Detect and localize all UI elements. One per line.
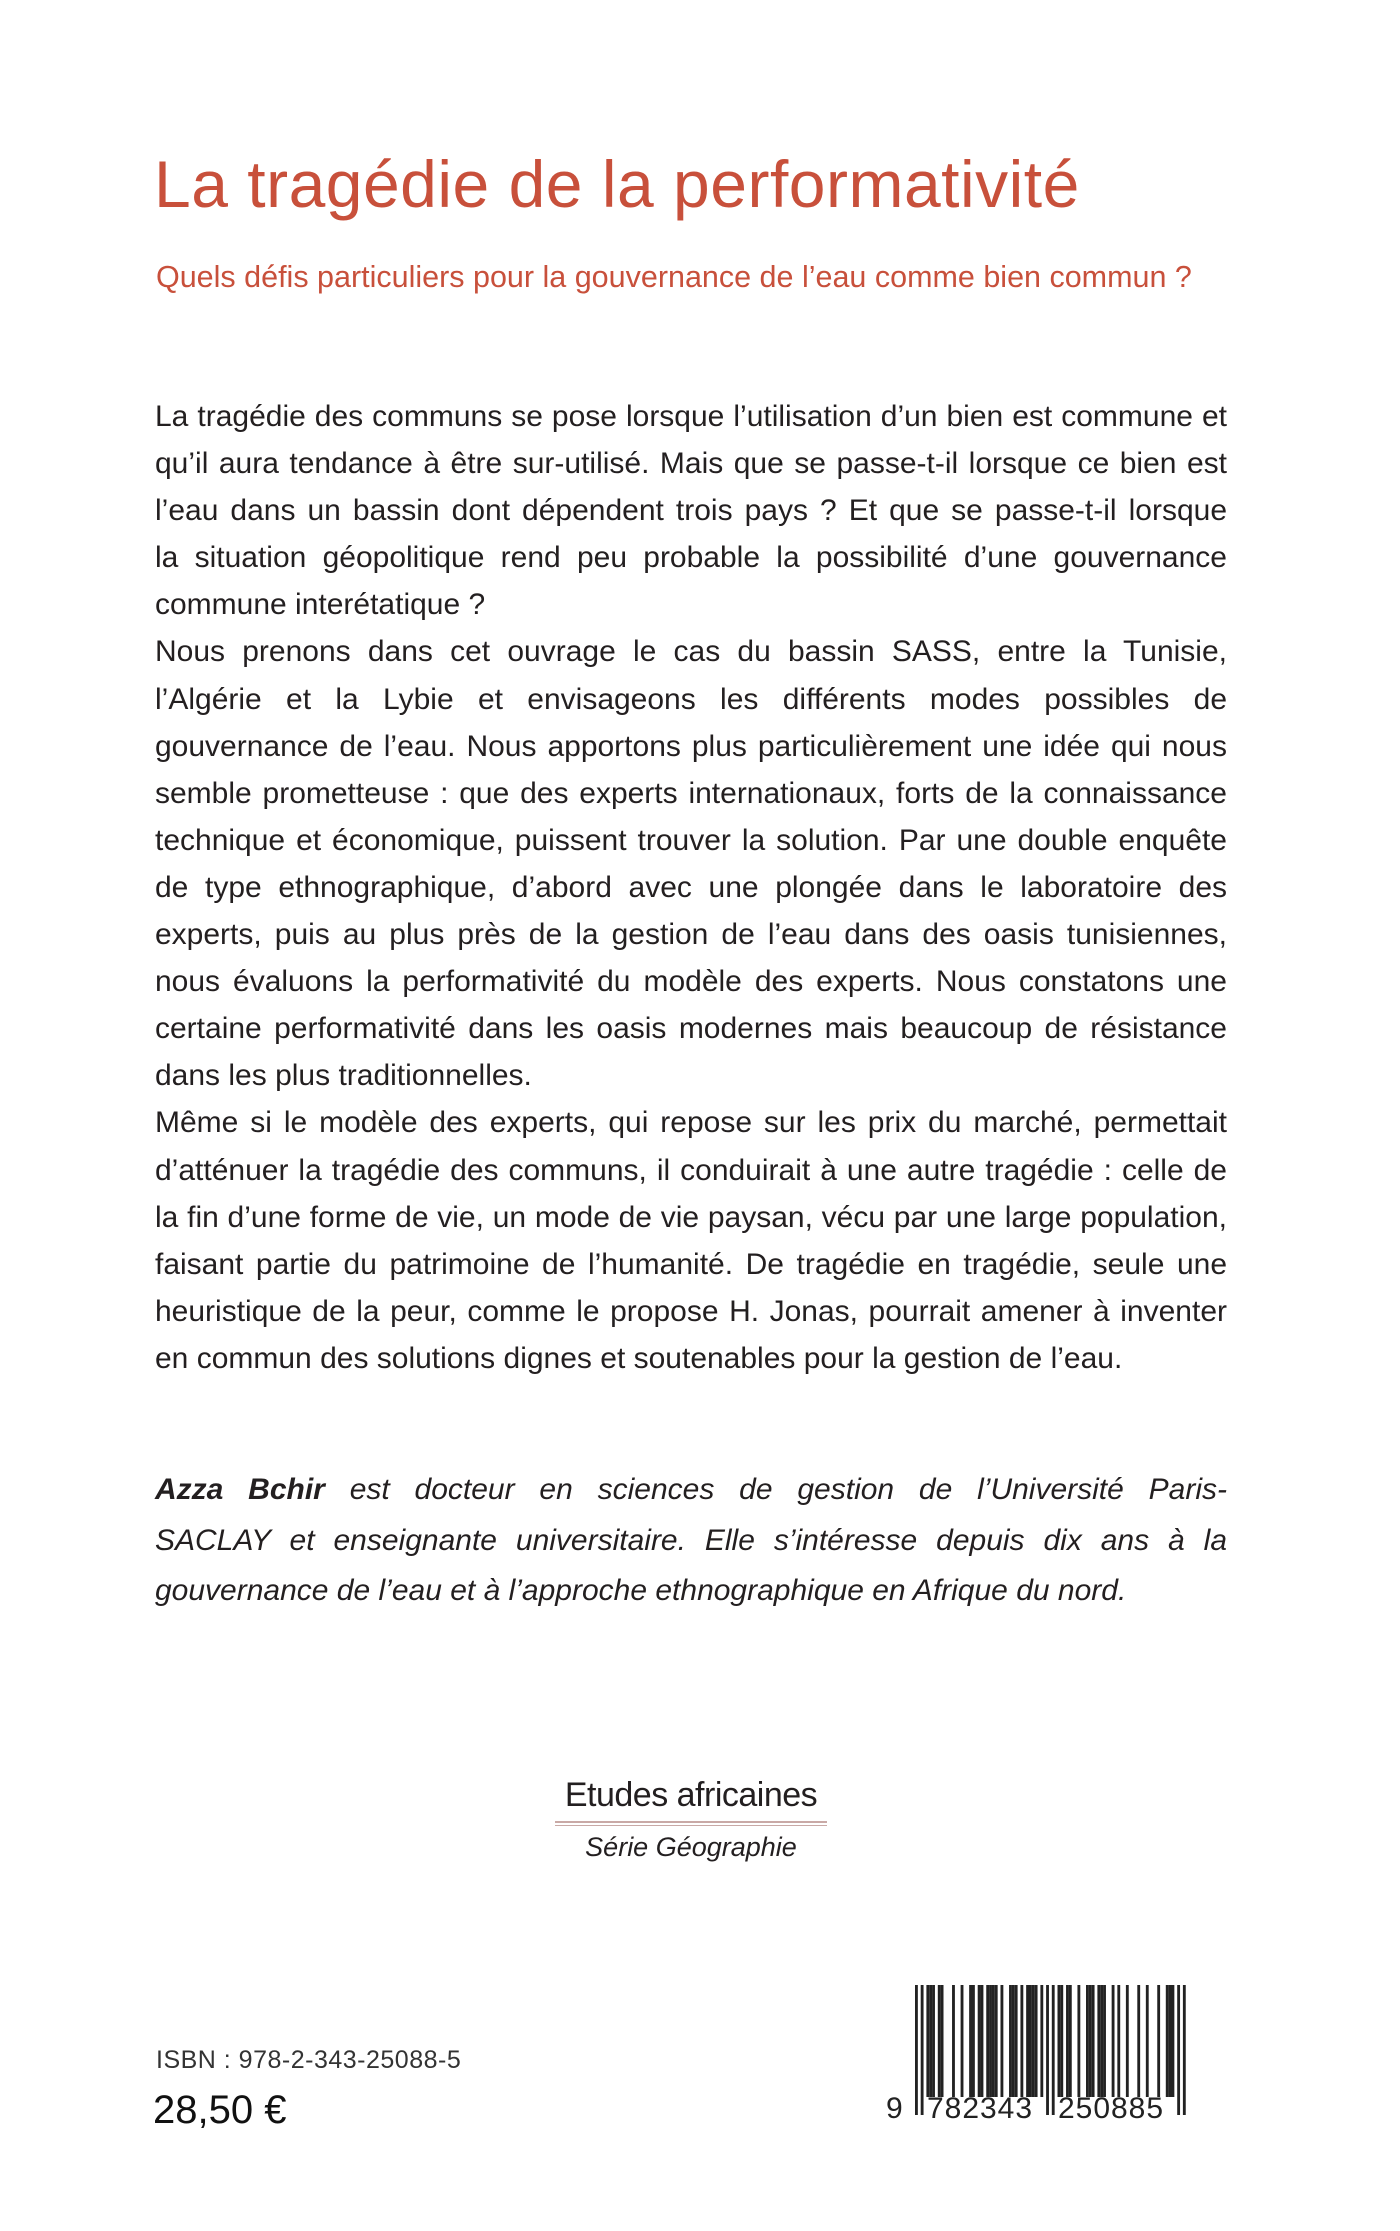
price: 28,50 € <box>153 2088 287 2132</box>
barcode-bar <box>932 1985 935 2097</box>
author-name: Azza Bchir <box>155 1473 325 1506</box>
barcode-bar <box>1040 1985 1043 2097</box>
series-subtitle: Série Géographie <box>585 1832 797 1862</box>
summary-line-text: semble prometteuse : que des experts internationaux, forts de la connaissance <box>155 776 1227 810</box>
barcode-bar <box>1169 1985 1172 2097</box>
barcode-bar <box>1026 1985 1029 2097</box>
barcode-bar <box>1157 1985 1160 2097</box>
barcode-bar <box>969 1985 972 2097</box>
barcode-bar <box>929 1985 932 2097</box>
summary-line <box>155 1241 1227 1288</box>
summary-line-text: la situation géopolitique rend peu probable la possibilité d’une gouvernance <box>155 541 1227 575</box>
summary-line-text: La tragédie des communs se pose lorsque l’utilisation d’un bien est commune et <box>155 400 1227 433</box>
barcode-first-digit: 9 <box>886 2092 903 2125</box>
summary-line-text: Même si le modèle des experts, qui repose sur les prix du marché, permettait <box>155 1106 1227 1140</box>
summary-line-text: technique et économique, puissent trouver la solution. Par une double enquête <box>155 823 1227 857</box>
barcode-bar <box>986 1985 989 2097</box>
barcode-bar <box>1146 1985 1149 2097</box>
barcode <box>880 1985 1220 2125</box>
barcode-left-digits: 782343 <box>927 2092 1032 2125</box>
barcode-bar <box>1137 1985 1140 2097</box>
barcode-bar <box>961 1985 964 2097</box>
summary-line <box>155 487 1227 534</box>
barcode-bar <box>1086 1985 1089 2097</box>
summary-line <box>155 1052 1227 1099</box>
barcode-bar <box>989 1985 992 2097</box>
summary-line-text: faisant partie du patrimoine de l’humanité. De tragédie en tragédie, seule une <box>155 1247 1227 1281</box>
back-cover-summary <box>155 393 1227 1382</box>
barcode-right-digits: 250885 <box>1058 2092 1163 2125</box>
summary-line-text: experts, puis au plus près de la gestion de l’eau dans des oasis tunisiennes, <box>155 918 1227 952</box>
barcode-bar <box>921 1985 924 2115</box>
barcode-bar <box>926 1985 929 2097</box>
summary-line <box>155 817 1227 864</box>
summary-line-text: de type ethnographique, d’abord avec une plongée dans le laboratoire des <box>155 870 1227 904</box>
barcode-bar <box>938 1985 941 2097</box>
barcode-bar <box>941 1985 944 2097</box>
summary-line-text: dans les plus traditionnelles. <box>155 1059 532 1093</box>
barcode-bar <box>1112 1985 1115 2097</box>
barcode-bar <box>1069 1985 1072 2097</box>
book-title: La tragédie de la performativité <box>154 147 1080 221</box>
summary-line <box>155 581 1227 628</box>
summary-line-text: qu’il aura tendance à être sur-utilisé. Mais que se passe-t-il lorsque ce bien est <box>155 447 1227 481</box>
barcode-bar <box>972 1985 975 2097</box>
barcode-bar <box>1012 1985 1015 2097</box>
barcode-bar <box>1126 1985 1129 2097</box>
summary-line <box>155 440 1227 487</box>
bio-line: gouvernance de l’eau et à l’approche ethnographique en Afrique du nord. <box>155 1574 1127 1607</box>
summary-line <box>155 393 1227 440</box>
barcode-bar <box>1020 1985 1023 2097</box>
summary-line-text: commune interétatique ? <box>155 588 486 622</box>
summary-line-text: l’Algérie et la Lybie et envisageons les différents modes possibles de <box>155 682 1227 716</box>
barcode-bar <box>1035 1985 1038 2097</box>
barcode-bar <box>1046 1985 1049 2115</box>
summary-line-text: en commun des solutions dignes et soutenables pour la gestion de l’eau. <box>155 1341 1123 1375</box>
barcode-bar <box>1177 1985 1180 2115</box>
barcode-bar <box>1100 1985 1103 2097</box>
summary-line <box>155 676 1227 723</box>
series-logo <box>555 1776 827 1863</box>
summary-line <box>155 1147 1227 1194</box>
barcode-bar <box>1066 1985 1069 2097</box>
barcode-bar <box>1001 1985 1004 2097</box>
summary-line <box>155 534 1227 581</box>
summary-line <box>155 911 1227 958</box>
barcode-bar <box>1117 1985 1120 2097</box>
barcode-bar <box>1103 1985 1106 2097</box>
barcode-bar <box>1183 1985 1186 2115</box>
summary-line <box>155 1288 1227 1335</box>
barcode-bar <box>1097 1985 1100 2097</box>
summary-line <box>155 770 1227 817</box>
barcode-bar <box>1029 1985 1032 2097</box>
summary-line <box>155 958 1227 1005</box>
barcode-bar <box>1009 1985 1012 2097</box>
author-bio <box>155 1465 1227 1617</box>
barcode-bar <box>915 1985 918 2115</box>
series-divider <box>555 1825 827 1826</box>
book-subtitle: Quels défis particuliers pour la gouvernance de l’eau comme bien commun ? <box>156 260 1192 294</box>
barcode-bar <box>978 1985 981 2097</box>
bio-line: est docteur en sciences de gestion de l’Université Paris- <box>324 1473 1227 1506</box>
summary-line-text: heuristique de la peur, comme le propose H. Jonas, pourrait amener à inventer <box>155 1294 1227 1328</box>
barcode-bar <box>981 1985 984 2097</box>
summary-line-text: la fin d’une forme de vie, un mode de vie paysan, vécu par une large population, <box>155 1200 1227 1234</box>
summary-line-text: nous évaluons la performativité du modèle des experts. Nous constatons une <box>155 965 1227 999</box>
barcode-bar <box>1077 1985 1080 2097</box>
summary-line <box>155 1335 1227 1382</box>
barcode-bar <box>1058 1985 1061 2097</box>
summary-line <box>155 1194 1227 1241</box>
barcode-bar <box>1089 1985 1092 2097</box>
barcode-bar <box>1092 1985 1095 2097</box>
barcode-bar <box>995 1985 998 2097</box>
barcode-bar <box>1060 1985 1063 2097</box>
barcode-bar <box>952 1985 955 2097</box>
summary-line <box>155 864 1227 911</box>
summary-line <box>155 723 1227 770</box>
summary-line-text: l’eau dans un bassin dont dépendent trois pays ? Et que se passe-t-il lorsque <box>155 494 1227 528</box>
summary-line-text: Nous prenons dans cet ouvrage le cas du bassin SASS, entre la Tunisie, <box>155 635 1227 669</box>
barcode-bar <box>1052 1985 1055 2115</box>
summary-line <box>155 1005 1227 1052</box>
barcode-bar <box>1172 1985 1175 2097</box>
summary-line-text: certaine performativité dans les oasis modernes mais beaucoup de résistance <box>155 1012 1227 1046</box>
barcode-bar <box>1166 1985 1169 2097</box>
series-divider <box>555 1821 827 1823</box>
summary-line <box>155 1099 1227 1146</box>
summary-line-text: gouvernance de l’eau. Nous apportons plus particulièrement une idée qui nous <box>155 729 1227 763</box>
series-name: Etudes africaines <box>564 1776 818 1814</box>
barcode-bar <box>1032 1985 1035 2097</box>
summary-line <box>155 628 1227 675</box>
barcode-bar <box>992 1985 995 2097</box>
summary-line-text: d’atténuer la tragédie des communs, il conduirait à une autre tragédie : celle de <box>155 1153 1227 1187</box>
isbn: ISBN : 978-2-343-25088-5 <box>156 2046 462 2074</box>
barcode-bar <box>1015 1985 1018 2097</box>
bio-line: SACLAY et enseignante universitaire. Elle s’intéresse depuis dix ans à la <box>155 1523 1227 1557</box>
